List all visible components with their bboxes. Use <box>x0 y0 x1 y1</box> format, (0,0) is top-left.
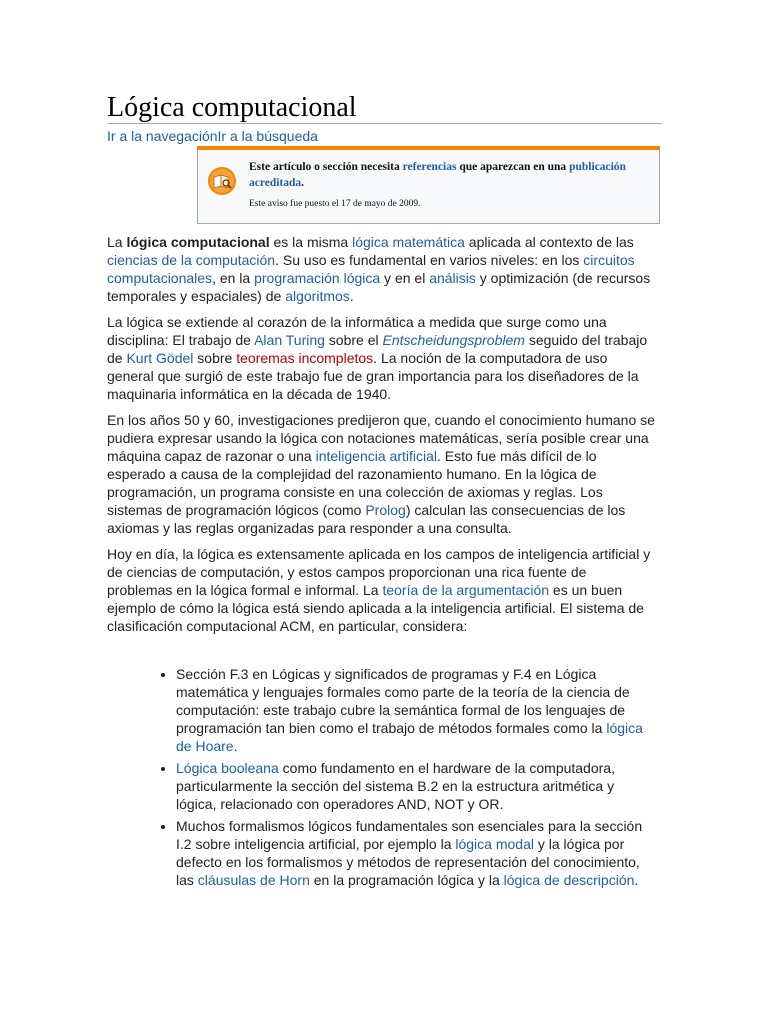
link-kurt-godel[interactable]: Kurt Gödel <box>126 350 194 366</box>
jump-to-navigation-link[interactable]: Ir a la navegación <box>107 128 218 144</box>
link-analisis[interactable]: análisis <box>429 270 476 286</box>
jump-links <box>107 127 318 145</box>
notice-message: Este artículo o sección necesita referencias que aparezcan en una publicación acreditada. <box>249 161 626 189</box>
bold-term: lógica computacional <box>126 234 270 250</box>
paragraph-today: Hoy en día, la lógica es extensamente aplicada en los campos de inteligencia artificial y de ciencias de computación, y estos campos proporcionan una rica fuente de problemas en la lógica formal e informal. La teoría de la argumentación es un buen ejemplo de cómo la lógica está siendo aplicada a la inteligencia artificial. El sistema de clasificación computacional ACM, en particular, considera: <box>107 546 651 634</box>
link-programacion-logica[interactable]: programación lógica <box>254 270 381 286</box>
jump-to-search-link[interactable]: Ir a la búsqueda <box>217 128 318 144</box>
link-entscheidungsproblem[interactable]: Entscheidungsproblem <box>382 332 525 348</box>
link-teoremas-incompletos[interactable]: teoremas incompletos <box>236 350 374 366</box>
link-clausulas-horn[interactable]: cláusulas de Horn <box>197 872 310 888</box>
paragraph-history: La lógica se extiende al corazón de la informática a medida que surge como una disciplina: El trabajo de Alan Turing sobre el Entscheidungsproblem seguido del trabajo de Kurt Gödel sobre teoremas incompletos. La noción de la computadora de uso general que surgió de este trabajo fue de gran importancia para los diseñadores de la maquinaria informática en la década de 1940. <box>107 314 648 402</box>
references-notice-box <box>197 146 660 224</box>
list-item: • Lógica booleana como fundamento en el hardware de la computadora, particularmente la sección del sistema B.2 en la estructura aritmética y lógica, relacionado con operadores AND, NOT y OR. <box>176 759 655 813</box>
link-algoritmos[interactable]: algoritmos <box>285 288 350 304</box>
page-title: Lógica computacional <box>107 92 357 123</box>
link-inteligencia-artificial[interactable]: inteligencia artificial <box>315 448 437 464</box>
title-divider <box>107 123 662 124</box>
link-logica-hoare[interactable]: lógica de Hoare <box>176 720 643 754</box>
article-body <box>107 233 655 893</box>
link-logica-descripcion[interactable]: lógica de descripción <box>503 872 635 888</box>
link-logica-modal[interactable]: lógica modal <box>455 836 534 852</box>
acm-classification-list <box>107 665 655 889</box>
paragraph-ai: En los años 50 y 60, investigaciones predijeron que, cuando el conocimiento humano se pudiera expresar usando la lógica con notaciones matemáticas, sería posible crear una máquina capaz de razonar o una inteligencia artificial. Esto fue más difícil de lo esperado a causa de la complejidad del razonamiento humano. En la lógica de programación, un programa consiste en una colección de axiomas y reglas. Los sistemas de programación lógicos (como Prolog) calculan las consecuencias de los axiomas y las reglas organizadas para responder a una consulta. <box>107 412 655 536</box>
publicacion-acreditada-link[interactable]: publicación acreditada <box>249 161 626 189</box>
link-prolog[interactable]: Prolog <box>365 502 406 518</box>
link-alan-turing[interactable]: Alan Turing <box>254 332 325 348</box>
notice-date: Este aviso fue puesto el 17 de mayo de 2009. <box>249 199 421 209</box>
link-logica-matematica[interactable]: lógica matemática <box>352 234 465 250</box>
paragraph-intro: La lógica computacional es la misma lógica matemática aplicada al contexto de las ciencias de la computación. Su uso es fundamental en varios niveles: en los circuitos computacionales, en la programación lógica y en el análisis y optimización (de recursos temporales y espaciales) de algoritmos. <box>107 234 651 304</box>
link-logica-booleana[interactable]: Lógica booleana <box>176 760 279 776</box>
referencias-link[interactable]: referencias <box>402 161 457 173</box>
link-circuitos-computacionales[interactable]: circuitos computacionales <box>107 252 635 286</box>
link-ciencias-computacion[interactable]: ciencias de la computación <box>107 252 276 268</box>
link-teoria-argumentacion[interactable]: teoría de la argumentación <box>382 582 550 598</box>
book-search-icon <box>207 166 237 196</box>
list-item: • Muchos formalismos lógicos fundamentales son esenciales para la sección I.2 sobre inteligencia artificial, por ejemplo la lógica modal y la lógica por defecto en los formalismos y métodos de representación del conocimiento, las cláusulas de Horn en la programación lógica y la lógica de descripción. <box>176 817 655 889</box>
list-item: • Sección F.3 en Lógicas y significados de programas y F.4 en Lógica matemática y lenguajes formales como parte de la teoría de la ciencia de computación: este trabajo cubre la semántica formal de los lenguajes de programación tan bien como el trabajo de métodos formales como la lógica de Hoare. <box>176 665 655 755</box>
